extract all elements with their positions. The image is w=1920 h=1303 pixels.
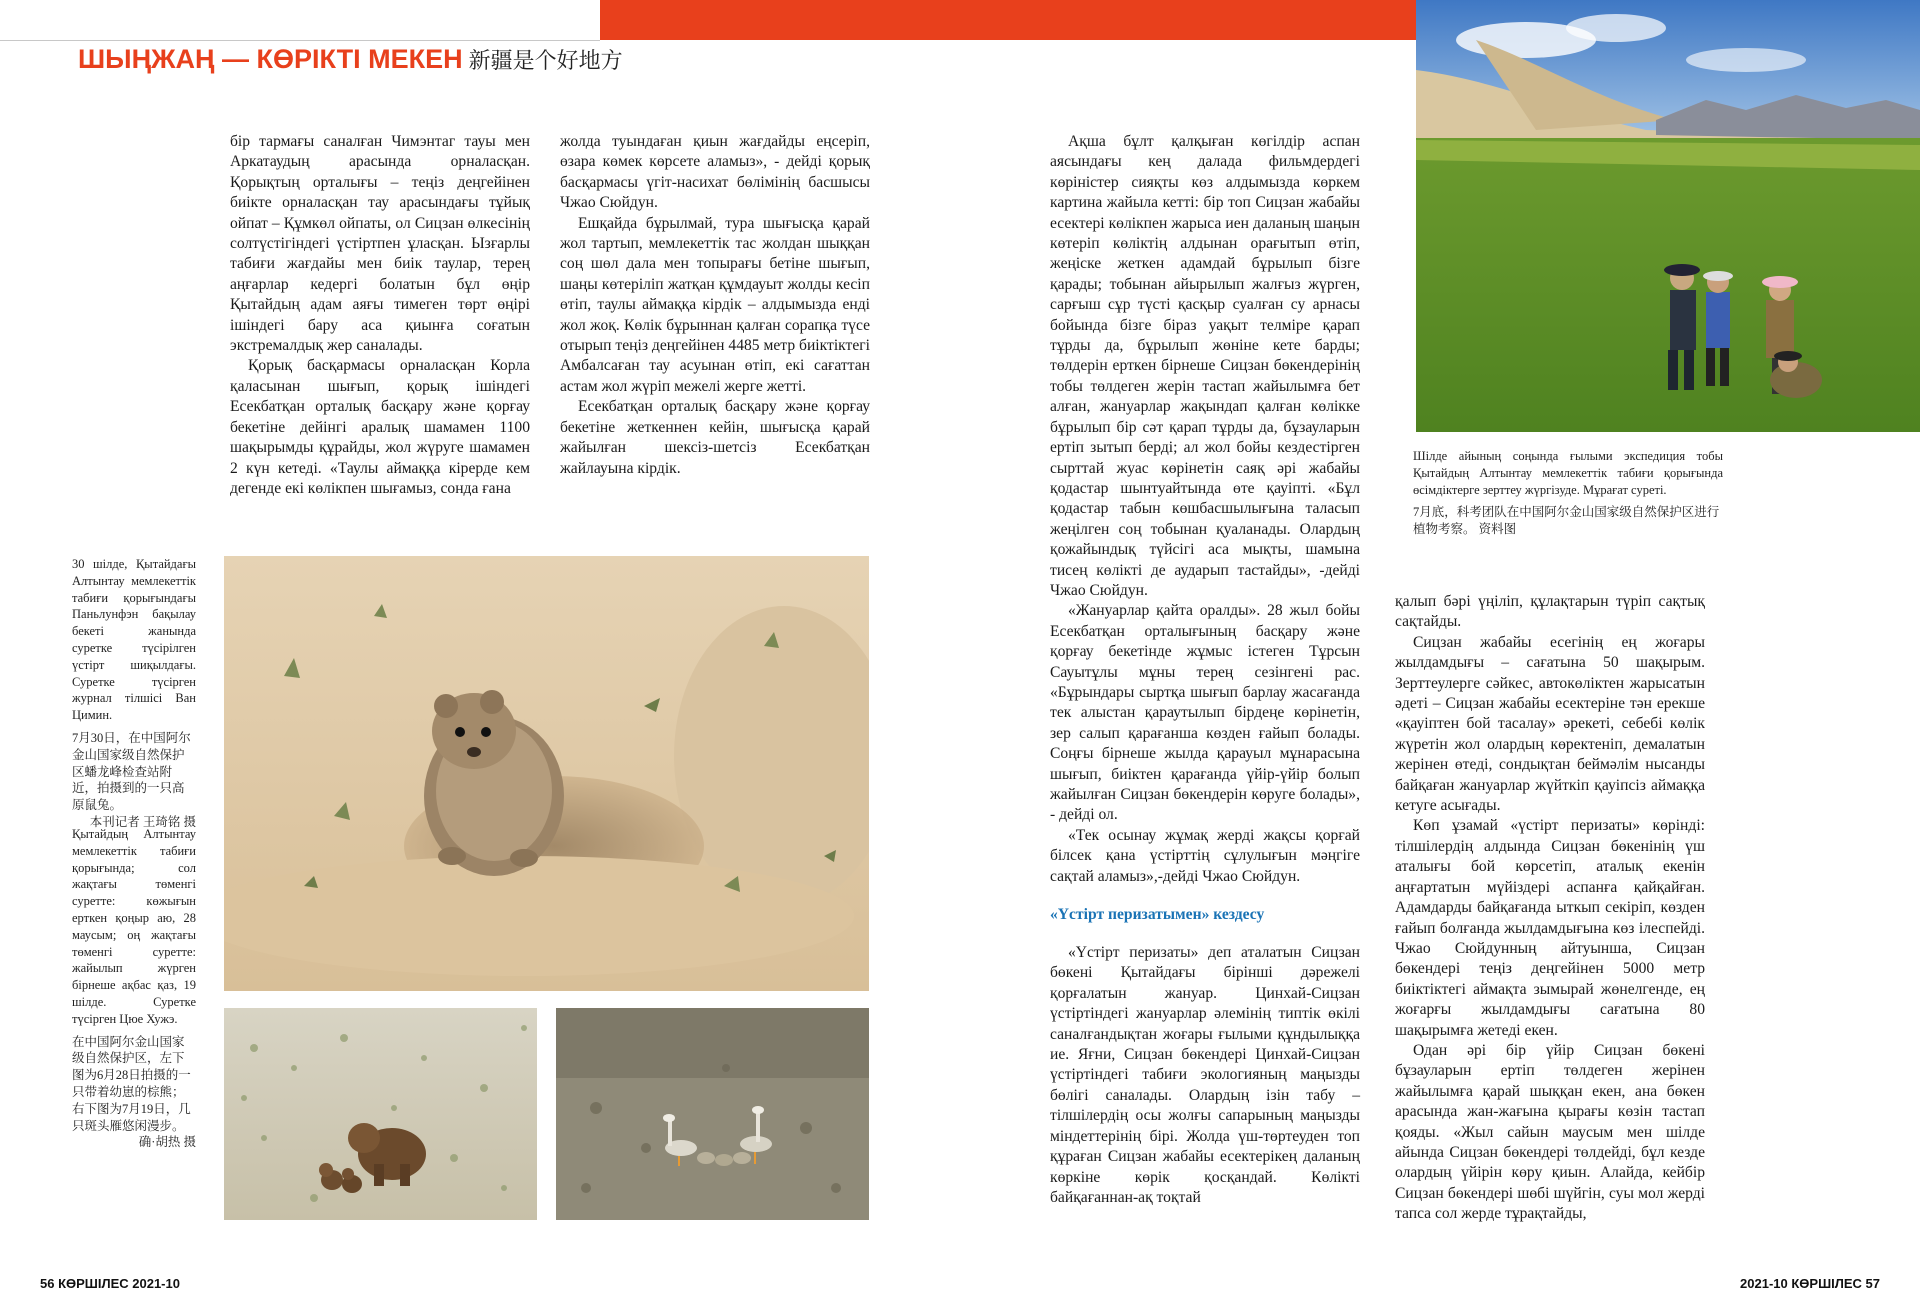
paragraph: Көп ұзамай «үстірт перизаты» көрінді: тілшілердің алдында Сицзан бөкенінің үш аталығы бой көрсетіп, аталық екенін аңғартатын мүйіздері аспанға қайқайған. Адамдарды байқағанда ыткып секіріп, көзден ғайып болғанда жылдамдығына көз ілеспейді. Чжао Сюйдунның айтуынша, Сицзан бөкендері теңіз деңгейінен 5000 метр биіктіктегі аймақта зымырай жөнелгенде, ең жоғарғы жылдамдығы сағатына 80 шақырымға жетеді екен. <box>1395 817 1705 1039</box>
paragraph: «Жануарлар қайта оралды». 28 жыл бойы Есекбатқан орталығының басқару және қорғау бекетінде жұмыс істеген Тұрсын Сауытұлы мұны терең сезінгені рас. «Бұрындары сыртқа шығып барлау жасағанда тек алыстан қараутылып бірдеңе көрінетін, зер салып қарағанша көзден ғайып болады. Соңғы бірнеше жылда қарауыл мұнарасына шығып, биіктен қарағанда үйір-үйір болып жайылған Сицзан бөкендерін көруге болады», - дейді ол. <box>1050 602 1360 824</box>
photo-caption-expedition <box>1413 448 1723 538</box>
article-column-2 <box>560 132 870 479</box>
caption-text-cn: 7月30日，在中国阿尔金山国家级自然保护区蟠龙峰检查站附近，拍摄到的一只高原鼠兔。 <box>72 730 191 813</box>
photo-credit: 本刊记者 王琦铭 摄 <box>89 814 196 829</box>
paragraph: Ешқайда бұрылмай, тура шығысқа қарай жол тартып, мемлекеттік тас жолдан шыққан соң шөл дала мен топырағы бетіне шығып, шаңы көтеріліп жатқан құмдауыт жолды кесіп өтіп, таулы аймаққа кірдік – алдымызда енді жол жоқ. Көлік бұрыннан қалған сорапқа түсе отырып теңіз деңгейінен 4485 метр биіктіктегі Амбалсаған тау асуынан өтіп, екі сағаттан астам жол жүріп межелі жерге жетті. <box>560 214 870 395</box>
section-title-cn: 新疆是个好地方 <box>468 48 623 73</box>
article-column-1 <box>230 132 530 499</box>
photo-pika <box>224 556 869 991</box>
subheading: «Үстірт перизатымен» кездесу <box>1050 906 1265 924</box>
paragraph: қалып бәрі үңіліп, құлақтарын түріп сақтық сақтайды. <box>1395 593 1705 631</box>
caption-text-cn: 7月底，科考团队在中国阿尔金山国家级自然保护区进行植物考察。 资料图 <box>1413 505 1720 537</box>
paragraph: бір тармағы саналған Чимэнтаг тауы мен Аркатаудың арасында орналасқан. Қорықтың орталығы – теңіз деңгейінен биікте орналасқан тау арасындағы тұйық ойпат – Құмкөл ойпаты, ол Сицзан өлкесінің солтүстігіндегі үстіртпен ұласқан. Ызғарлы табиғи жағдайы мен биік таулар, терең аңғарлар кедергі болатын бұл өңір Қытайдың адам аяғы тимеген төрт өңірі ішіндегі бару аса қиынға соғатын экстремалдық жер саналады. <box>230 133 530 355</box>
photo-caption-pika <box>72 556 196 831</box>
paragraph: Қорық басқармасы орналасқан Корла қаласынан шығып, қорық ішіндегі Есекбатқан орталық басқару және қорғау бекетіне дейінгі аралық шамамен 1100 шақырымды құрайды, жол жүруге шамамен 2 күн кетеді. «Таулы аймаққа кірерде кем дегенде екі көлікпен шығамыз, сонда ғана <box>230 357 530 497</box>
paragraph: Ақша бұлт қалқыған көгілдір аспан аясындағы кең далада фильмдердегі көріністер сияқты көз алдымызда көркем картина жайыла кетті: бір топ Сицзан жабайы есектері көлікпен жарыса иен даланың шаңын көтеріп көліктің алдынан орағытып өтіп, жеңіске жеткен адамдай бұрылып бізге қарады; тобынан айырылып жалғыз жүрген, сарғыш сұр түсті қасқыр суалған су арнасы бойында бізге біраз уақыт телміре қарап тұрды да, бұрылып жөніне кете барды; төлдерін ерткен бірнеше Сицзан бөкендерінің тобы төлдеген жерін тастап жайылымға бет алған, жануарлар жақындап қалған көлікке бұрылып бір сәт қарап тұрды да, бұзауларын ертіп зытып берді; ал жол бойы кездестірген сырттай жуас көрінетін саяқ әрі жабайы қодастар шынтуайтында өте қауіпті. «Бұл қодастар табын көшбасшылығына таласып жеңілген соң тобынан қуаланады. Олардың қожайындық түйсігі аса мықты, шамына тисең көлікті де аударып тастайды», -дейді Чжао Сюйдун. <box>1050 133 1360 599</box>
section-title <box>78 44 623 75</box>
paragraph: «Тек осынау жұмақ жерді жақсы қорғай білсек қана үстірттің сұлулығын мәңгіге сақтай аламыз»,-дейді Чжао Сюйдун. <box>1050 826 1360 885</box>
photo-caption-bear-geese <box>72 826 196 1151</box>
header-rule <box>0 40 600 41</box>
article-column-3 <box>1050 132 1360 1208</box>
header-accent-bar <box>600 0 1420 40</box>
page-footer-right: 2021-10 КӨРШІЛЕС 57 <box>1740 1276 1880 1291</box>
caption-text: Қытайдың Алтынтау мемлекеттік табиғи қорығында; сол жақтағы төменгі суретте: көжығын ерткен қоңыр аю, 28 маусым; оң жақтағы төменгі суретте: жайылып жүрген бірнеше ақбас қаз, 19 шілде. Суретке түсірген Цюе Хужэ. <box>72 827 196 1026</box>
photo-expedition <box>1416 0 1920 432</box>
caption-text: Шілде айының соңында ғылыми экспедиция тобы Қытайдың Алтынтау мемлекеттік табиғи қорығында өсімдіктерге зерттеу жүргізуде. Мұрағат суреті. <box>1413 449 1723 497</box>
photo-brown-bear <box>224 1008 537 1220</box>
paragraph: жолда туындаған қиын жағдайды еңсеріп, өзара көмек көрсете аламыз», - дейді қорық басқармасы үгіт-насихат бөлімінің басшысы Чжао Сюйдун. <box>560 133 870 212</box>
article-column-4 <box>1395 592 1705 1225</box>
section-title-kz: ШЫҢЖАҢ — КӨРІКТІ МЕКЕН <box>78 44 463 74</box>
paragraph: Есекбатқан орталық басқару және қорғау бекетіне жеткеннен кейін, шығысқа қарай жайылған шексіз-шетсіз Есекбатқан жайлауына кірдік. <box>560 398 870 477</box>
caption-text-cn: 在中国阿尔金山国家级自然保护区，左下图为6月28日拍摄的一只带着幼崽的棕熊；右下图为7月19日，几只斑头雁悠闲漫步。 <box>72 1034 191 1133</box>
caption-text: 30 шілде, Қытайдағы Алтынтау мемлекеттік табиғи қорығындағы Паньлунфэн бақылау бекеті жанында суретке түсірілген үстірт шиқылдағы. Суретке түсірген журнал тілшісі Ван Цимин. <box>72 557 196 723</box>
page-footer-left: 56 КӨРШІЛЕС 2021-10 <box>40 1276 180 1291</box>
paragraph: «Үстірт перизаты» деп аталатын Сицзан бөкені Қытайдағы бірінші дәрежелі қорғалатын жануар. Цинхай-Сицзан үстіртіндегі жануарлар әлемінің типтік өкілі саналғандықтан жоғары ғылыми құндылыққа ие. Яғни, Сицзан бөкендері Цинхай-Сицзан үстіртіндегі табиғи экологияның маңызды бөлігі саналады. Олардың ізін табу – тілшілердің осы жолғы сапарының маңызды міндеттерінің бірі. Жолда үш-төртеуден топ құраған Сицзан жабайы есектерікең даланың көркіне көрік қосқандай. Көлікті байқағаннан-ақ тоқтай <box>1050 944 1360 1206</box>
paragraph: Сицзан жабайы есегінің ең жоғары жылдамдығы – сағатына 50 шақырым. Зерттеулерге сәйкес, автокөліктен жарысатын әдеті – Сицзан жабайы есектеріне тән ерекше «қауіптен бой тасалау» әрекеті, себебі көлік жүретін жол олардың көректеніп, демалатын жерінен өтеді, сондықтан беймәлім нысанды байқаған жануарлар жүйткіп қауіпсіз аймаққа кетуге асығады. <box>1395 633 1705 815</box>
photo-credit: 确·胡热 摄 <box>138 1135 196 1150</box>
paragraph: Одан әрі бір үйір Сицзан бөкені бұзауларын ертіп төлдеген жерінен жайылымға қарай шыққан екен, ана бөкен арасында жан-жағына қырағы көзін тастап қояды. «Жыл сайын маусым мен шілде айында Сицзан бөкендері төлдейді, бұл кезде олардың үйірін көру қиын. Алайда, кейбір Сицзан бөкендері шөбі шүйгін, суы мол жерді тапса сол жерде тұрақтайды, <box>1395 1041 1705 1223</box>
photo-bar-headed-geese <box>556 1008 869 1220</box>
